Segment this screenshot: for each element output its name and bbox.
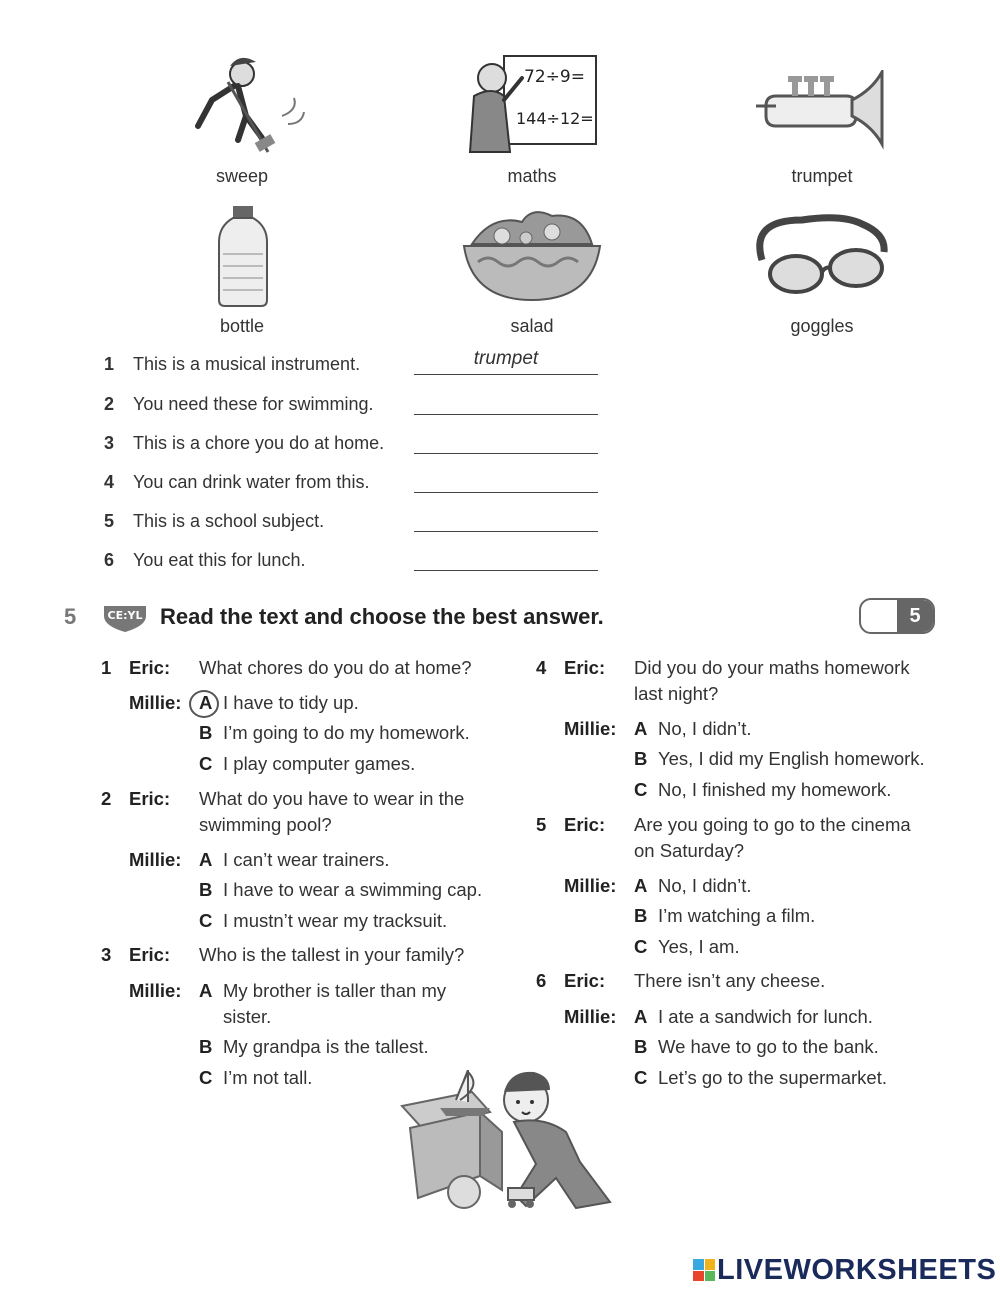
salad-bowl-icon <box>462 208 602 304</box>
answer-field-1[interactable] <box>414 350 598 375</box>
dialogue-number: 4 <box>536 657 547 678</box>
option-text[interactable]: No, I didn’t. <box>658 718 752 739</box>
score-value: 5 <box>897 600 933 632</box>
option-text[interactable]: Yes, I am. <box>658 936 740 957</box>
speaker-millie: Millie: <box>564 875 617 896</box>
answer-field-2[interactable] <box>414 390 598 415</box>
dialogue-number: 6 <box>536 970 547 991</box>
option-text[interactable]: I’m going to do my homework. <box>223 722 470 743</box>
option-text[interactable]: I’m watching a film. <box>658 905 816 926</box>
answer-field-5[interactable] <box>414 507 598 532</box>
logo-text: LIVEWORKSHEETS <box>717 1253 997 1286</box>
option-text[interactable]: No, I didn’t. <box>658 875 752 896</box>
question-text: You can drink water from this. <box>133 472 370 492</box>
trumpet-icon <box>752 70 892 150</box>
question-number: 5 <box>104 511 115 531</box>
picture-caption: maths <box>507 166 557 186</box>
logo-mark-icon <box>693 1259 715 1281</box>
option-letter[interactable]: A <box>634 1006 648 1027</box>
option-letter[interactable]: B <box>634 905 648 926</box>
option-letter[interactable]: A <box>199 980 213 1001</box>
option-text[interactable]: My brother is taller than my <box>223 980 447 1001</box>
answer-field-6[interactable] <box>414 546 598 571</box>
option-text[interactable]: I’m not tall. <box>223 1067 313 1088</box>
boy-playing-with-toys-icon <box>396 1070 628 1214</box>
bottle-icon <box>215 204 271 308</box>
section-title: Read the text and choose the best answer. <box>160 604 604 629</box>
speaker-eric: Eric: <box>564 657 606 678</box>
option-letter[interactable]: A <box>199 692 213 713</box>
question-text: You eat this for lunch. <box>133 550 306 570</box>
section-number: 5 <box>64 604 77 629</box>
option-text[interactable]: I can’t wear trainers. <box>223 849 390 870</box>
picture-caption: sweep <box>215 166 269 186</box>
option-letter[interactable]: B <box>634 748 648 769</box>
speaker-eric: Eric: <box>129 657 171 678</box>
picture-caption: goggles <box>790 316 854 336</box>
answer-field-4[interactable] <box>414 468 598 493</box>
option-letter[interactable]: B <box>634 1036 648 1057</box>
exam-badge-icon <box>102 602 148 632</box>
option-text[interactable]: sister. <box>223 1006 272 1027</box>
dialogue-question: last night? <box>634 683 719 704</box>
question-number: 1 <box>104 354 115 374</box>
option-text[interactable]: I mustn’t wear my tracksuit. <box>223 910 448 931</box>
option-letter[interactable]: C <box>634 779 648 800</box>
option-letter[interactable]: C <box>634 1067 648 1088</box>
question-number: 2 <box>104 394 115 414</box>
question-number: 3 <box>104 433 115 453</box>
option-text[interactable]: I play computer games. <box>223 753 416 774</box>
question-text: This is a school subject. <box>133 511 325 531</box>
sweeping-boy-icon <box>172 52 312 157</box>
score-box <box>859 598 935 634</box>
option-text[interactable]: Yes, I did my English homework. <box>658 748 925 769</box>
dialogue-question: What chores do you do at home? <box>199 657 472 678</box>
option-letter[interactable]: C <box>199 1067 213 1088</box>
answer-field-3[interactable] <box>414 429 598 454</box>
dialogue-number: 5 <box>536 814 547 835</box>
dialogue-question: What do you have to wear in the <box>199 788 465 809</box>
option-text[interactable]: We have to go to the bank. <box>658 1036 879 1057</box>
option-letter[interactable]: A <box>634 875 648 896</box>
option-text[interactable]: I ate a sandwich for lunch. <box>658 1006 873 1027</box>
speaker-millie: Millie: <box>129 692 182 713</box>
dialogue-question: on Saturday? <box>634 840 745 861</box>
dialogue-question: Did you do your maths homework <box>634 657 910 678</box>
option-letter[interactable]: B <box>199 879 213 900</box>
speaker-eric: Eric: <box>564 814 606 835</box>
question-text: You need these for swimming. <box>133 394 374 414</box>
option-letter[interactable]: C <box>199 753 213 774</box>
goggles-icon <box>752 210 892 302</box>
picture-caption: bottle <box>219 316 265 336</box>
option-letter[interactable]: B <box>199 1036 213 1057</box>
answer-text: trumpet <box>473 348 539 369</box>
option-text[interactable]: No, I finished my homework. <box>658 779 892 800</box>
option-letter[interactable]: A <box>634 718 648 739</box>
speaker-millie: Millie: <box>564 718 617 739</box>
question-text: This is a musical instrument. <box>133 354 361 374</box>
option-letter[interactable]: C <box>199 910 213 931</box>
dialogue-number: 2 <box>101 788 112 809</box>
speaker-eric: Eric: <box>129 788 171 809</box>
dialogue-question: Who is the tallest in your family? <box>199 944 465 965</box>
question-number: 4 <box>104 472 115 492</box>
speaker-eric: Eric: <box>564 970 606 991</box>
option-letter[interactable]: C <box>634 936 648 957</box>
dialogue-number: 1 <box>101 657 112 678</box>
speaker-eric: Eric: <box>129 944 171 965</box>
speaker-millie: Millie: <box>129 980 182 1001</box>
maths-board-icon <box>462 52 602 157</box>
option-text[interactable]: I have to wear a swimming cap. <box>223 879 483 900</box>
picture-caption: trumpet <box>791 166 853 186</box>
speaker-millie: Millie: <box>564 1006 617 1027</box>
board-line-2: 144÷12= <box>516 109 594 128</box>
dialogue-number: 3 <box>101 944 112 965</box>
exam-badge-text: CE:YL <box>107 609 143 622</box>
picture-caption: salad <box>510 316 554 336</box>
liveworksheets-logo <box>693 1253 996 1287</box>
question-text: This is a chore you do at home. <box>133 433 385 453</box>
option-letter[interactable]: A <box>199 849 213 870</box>
option-text[interactable]: I have to tidy up. <box>223 692 359 713</box>
speaker-millie: Millie: <box>129 849 182 870</box>
dialogue-question: There isn’t any cheese. <box>634 970 826 991</box>
option-text[interactable]: My grandpa is the tallest. <box>223 1036 429 1057</box>
dialogue-question: Are you going to go to the cinema <box>634 814 911 835</box>
question-number: 6 <box>104 550 115 570</box>
dialogue-question: swimming pool? <box>199 814 332 835</box>
board-line-1: 72÷9= <box>524 67 585 87</box>
option-text[interactable]: Let’s go to the supermarket. <box>658 1067 887 1088</box>
option-letter[interactable]: B <box>199 722 213 743</box>
